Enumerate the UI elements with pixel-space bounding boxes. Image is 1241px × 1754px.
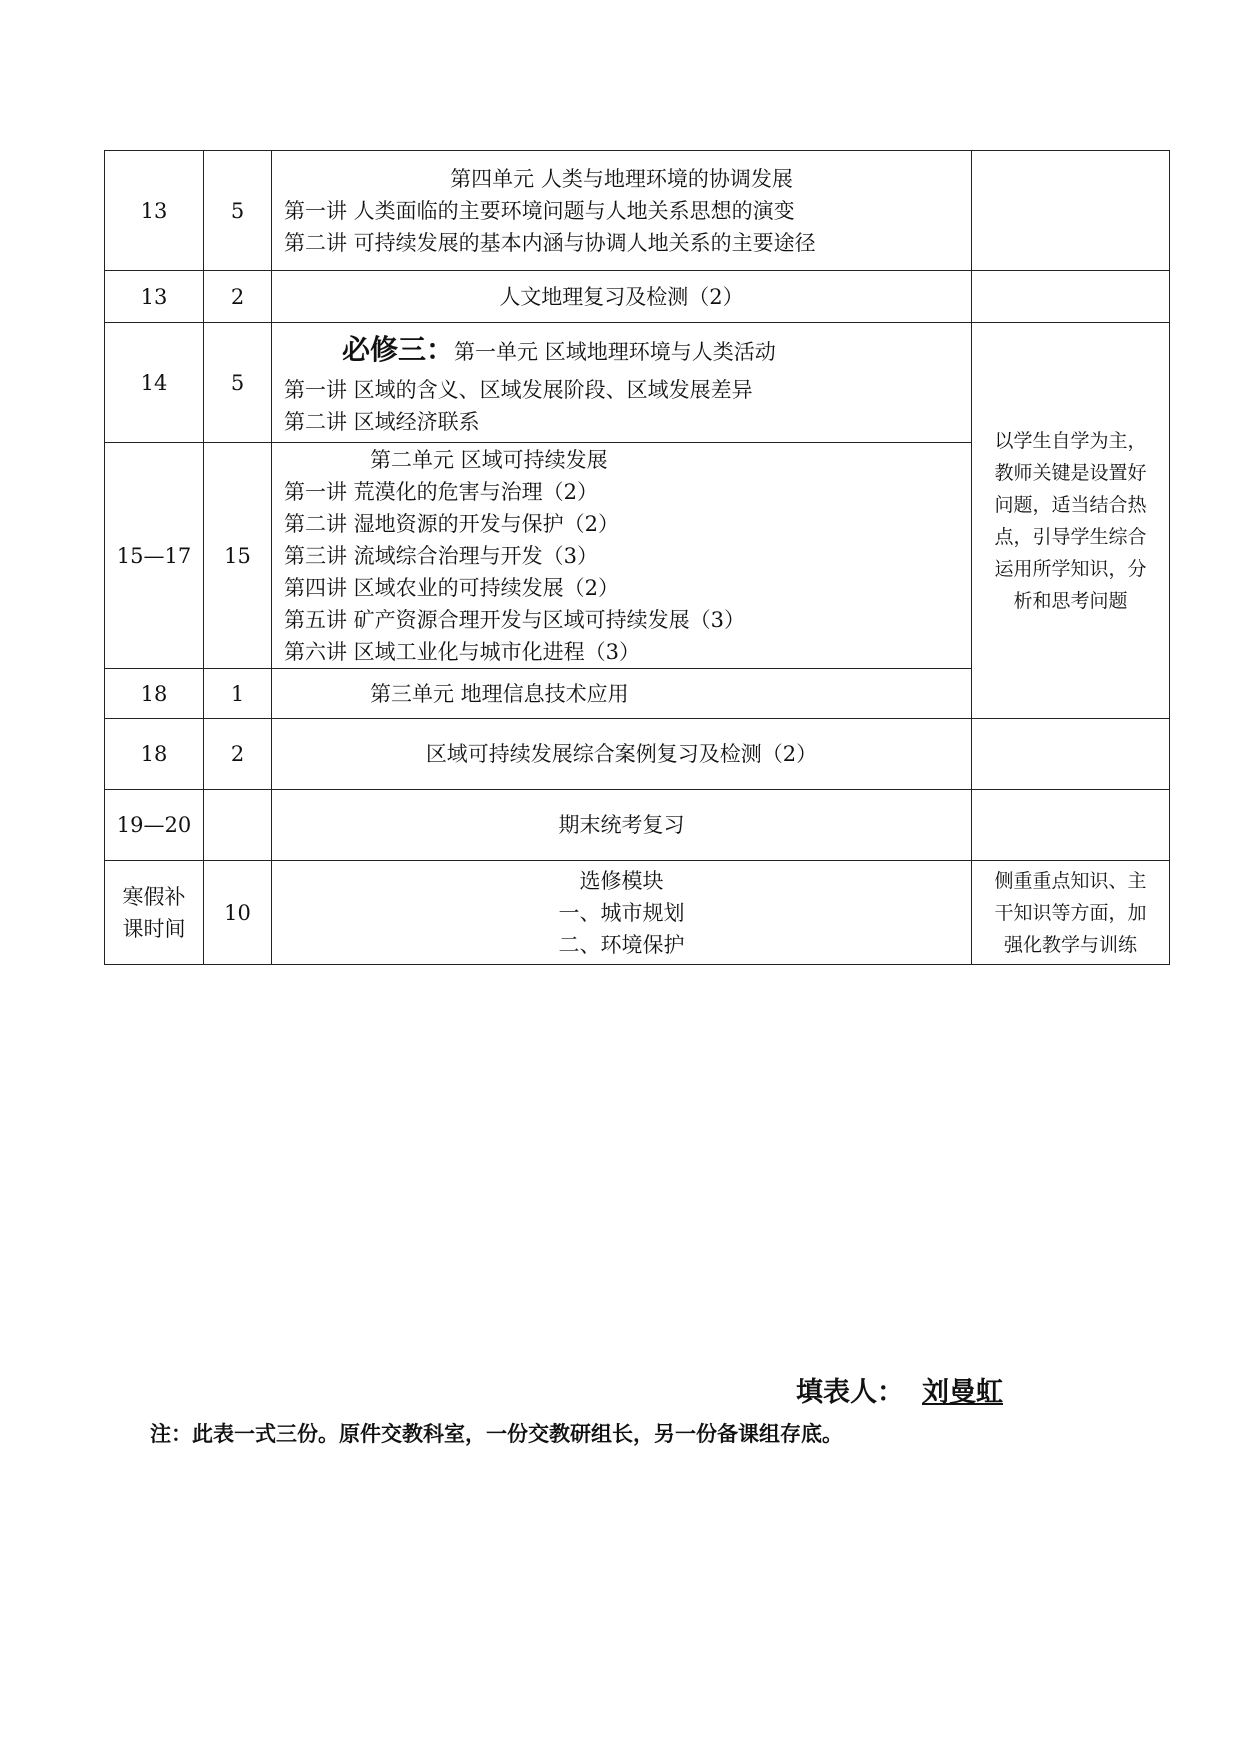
week-line: 寒假补 — [122, 884, 186, 909]
table-row — [105, 151, 1170, 271]
lecture-line: 第一讲 荒漠化的危害与治理（2） — [284, 479, 599, 504]
hours-cell: 5 — [204, 151, 272, 271]
week-cell — [105, 861, 204, 965]
module-label: 必修三： — [342, 332, 455, 366]
lecture-line: 第二讲 区域经济联系 — [284, 409, 480, 434]
content-cell — [272, 443, 972, 669]
content-line: 二、环境保护 — [558, 932, 685, 957]
content-line: 选修模块 — [579, 868, 664, 893]
table-row — [105, 719, 1170, 790]
unit-title: 第二单元 区域可持续发展 — [370, 447, 608, 472]
note-cell — [972, 861, 1170, 965]
note-line: 侧重重点知识、主 — [994, 869, 1147, 892]
signature-name: 刘曼虹 — [922, 1377, 1003, 1408]
hours-cell: 10 — [204, 861, 272, 965]
week-cell: 19—20 — [105, 790, 204, 861]
unit-title: 第三单元 地理信息技术应用 — [370, 681, 629, 706]
table-row — [105, 790, 1170, 861]
content-cell — [272, 151, 972, 271]
signature-label: 填表人： — [796, 1377, 904, 1408]
note-line: 强化教学与训练 — [1003, 933, 1137, 956]
table-row — [105, 861, 1170, 965]
week-cell: 14 — [105, 323, 204, 443]
hours-cell — [204, 790, 272, 861]
hours-cell: 5 — [204, 323, 272, 443]
week-cell: 15—17 — [105, 443, 204, 669]
week-cell: 18 — [105, 719, 204, 790]
note-cell — [972, 271, 1170, 323]
lecture-line: 第三讲 流域综合治理与开发（3） — [284, 543, 599, 568]
lecture-line: 第一讲 区域的含义、区域发展阶段、区域发展差异 — [284, 377, 753, 402]
week-line: 课时间 — [122, 916, 186, 941]
week-cell: 13 — [105, 271, 204, 323]
footer-note: 注：此表一式三份。原件交教科室，一份交教研组长，另一份备课组存底。 — [150, 1422, 843, 1446]
content-cell — [272, 861, 972, 965]
lecture-line: 第六讲 区域工业化与城市化进程（3） — [284, 639, 641, 664]
content-cell — [272, 323, 972, 443]
unit-title: 第一单元 区域地理环境与人类活动 — [454, 339, 776, 364]
unit-title: 第四单元 人类与地理环境的协调发展 — [450, 166, 793, 191]
teaching-plan-table — [104, 150, 1170, 965]
note-line: 析和思考问题 — [1013, 589, 1128, 612]
lecture-line: 第一讲 人类面临的主要环境问题与人地关系思想的演变 — [284, 198, 795, 223]
table-row — [105, 271, 1170, 323]
note-line: 干知识等方面，加 — [994, 901, 1147, 924]
week-cell: 13 — [105, 151, 204, 271]
week-cell: 18 — [105, 669, 204, 719]
content-line: 一、城市规划 — [558, 900, 685, 925]
note-line: 以学生自学为主， — [994, 429, 1147, 452]
content-cell: 期末统考复习 — [272, 790, 972, 861]
lecture-line: 第二讲 湿地资源的开发与保护（2） — [284, 511, 620, 536]
merged-note-cell — [972, 323, 1170, 719]
content-cell: 区域可持续发展综合案例复习及检测（2） — [272, 719, 972, 790]
note-line: 点，引导学生综合 — [994, 525, 1147, 548]
hours-cell: 2 — [204, 271, 272, 323]
note-line: 教师关键是设置好 — [994, 461, 1147, 484]
note-line: 问题，适当结合热 — [994, 493, 1147, 516]
hours-cell: 2 — [204, 719, 272, 790]
note-cell — [972, 151, 1170, 271]
module-heading — [284, 328, 959, 374]
lecture-line: 第二讲 可持续发展的基本内涵与协调人地关系的主要途径 — [284, 230, 816, 255]
note-cell — [972, 790, 1170, 861]
signature-line — [796, 1370, 1033, 1409]
table-row — [105, 323, 1170, 443]
note-cell — [972, 719, 1170, 790]
hours-cell: 15 — [204, 443, 272, 669]
lecture-line: 第五讲 矿产资源合理开发与区域可持续发展（3） — [284, 607, 746, 632]
hours-cell: 1 — [204, 669, 272, 719]
content-cell: 人文地理复习及检测（2） — [272, 271, 972, 323]
note-line: 运用所学知识，分 — [994, 557, 1147, 580]
lecture-line: 第四讲 区域农业的可持续发展（2） — [284, 575, 620, 600]
content-cell — [272, 669, 972, 719]
